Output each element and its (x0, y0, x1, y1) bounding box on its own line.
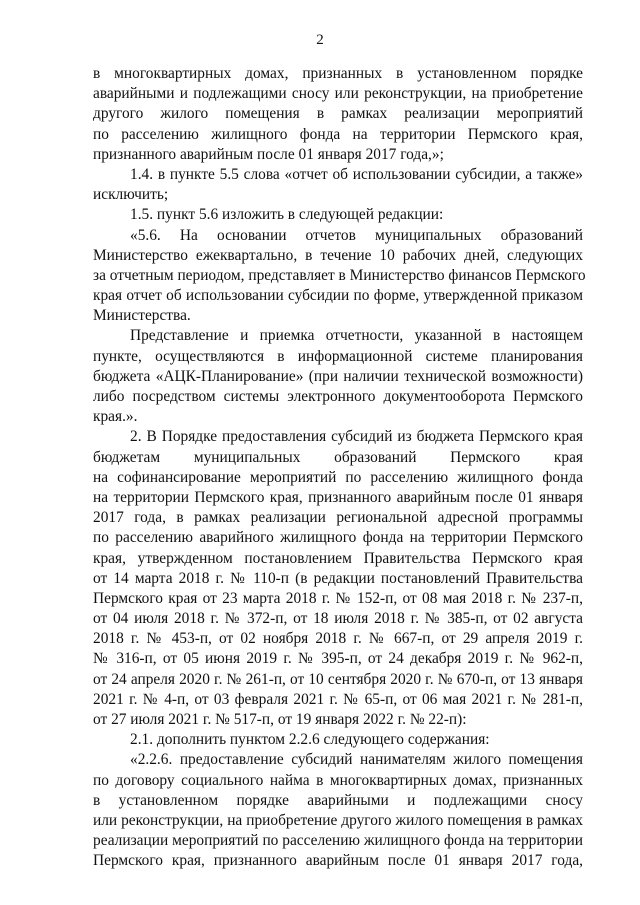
text-line: по расселению аварийного жилищного фонда на территории Пермского (93, 529, 583, 547)
text-line: «2.2.6. предоставление субсидий нанимателям жилого помещения (130, 751, 583, 769)
text-line: от 14 марта 2018 г. № 110-п (в редакции постановлений Правительства (93, 569, 583, 587)
text-line: края, утвержденном постановлением Правительства Пермского края (93, 549, 583, 567)
text-line: в многоквартирных домах, признанных в установленном порядке (93, 65, 583, 82)
text-line: Пермского края, признанного аварийным после 01 января 2017 года, (93, 852, 583, 870)
text-line: 2021 г. № 4-п, от 03 февраля 2021 г. № 65-п, от 06 мая 2021 г. № 281-п, (93, 690, 583, 708)
text-line: № 316-п, от 05 июня 2019 г. № 395-п, от 24 декабря 2019 г. № 962-п, (93, 650, 583, 668)
document-body (93, 64, 586, 872)
text-line: реализации мероприятий по расселению жилищного фонда на территории (93, 832, 583, 850)
text-line: Министерства. (93, 307, 191, 325)
text-line: от 04 июля 2018 г. № 372-п, от 18 июля 2018 г. № 385-п, от 02 августа (93, 610, 583, 628)
text-line: края.». (93, 408, 138, 426)
text-line: Представление и приемка отчетности, указанной в настоящем (130, 327, 583, 345)
text-line: 2. В Порядке предоставления субсидий из бюджета Пермского края (130, 428, 583, 446)
text-line: бюджета «АЦК-Планирование» (при наличии технической возможности) (93, 367, 583, 385)
text-line: в установленном порядке аварийными и подлежащими сносу (93, 791, 583, 809)
text-line: исключить; (93, 186, 169, 204)
text-line: от 27 июля 2021 г. № 517-п, от 19 января 2022 г. № 22-п): (93, 711, 467, 728)
text-line: пункте, осуществляются в информационной системе планирования (93, 347, 583, 365)
text-line: 2018 г. № 453-п, от 02 ноября 2018 г. № 667-п, от 29 апреля 2019 г. (93, 630, 583, 648)
text-line: 2.1. дополнить пунктом 2.2.6 следующего содержания: (130, 731, 490, 749)
text-line: 2017 года, в рамках реализации региональной адресной программы (93, 509, 583, 527)
text-line: за отчетным периодом, представляет в Министерство финансов Пермского (93, 266, 586, 284)
text-line: края отчет об использовании субсидии по форме, утвержденной приказом (93, 287, 583, 305)
text-line: Министерство ежеквартально, в течение 10 рабочих дней, следующих (93, 246, 583, 264)
text-line: по расселению жилищного фонда на территории Пермского края, (93, 125, 583, 143)
page-number: 2 (316, 32, 324, 48)
text-line: Пермского края от 23 марта 2018 г. № 152-п, от 08 мая 2018 г. № 237-п, (93, 589, 583, 607)
text-line: либо посредством системы электронного документооборота Пермского (93, 388, 583, 405)
text-line: по договору социального найма в многоквартирных домах, признанных (93, 771, 583, 789)
text-line: на территории Пермского края, признанного аварийным после 01 января (93, 488, 583, 506)
text-line: бюджетам муниципальных образований Пермского края (93, 448, 583, 466)
text-line: другого жилого помещения в рамках реализации мероприятий (93, 105, 583, 123)
text-line: или реконструкции, на приобретение другого жилого помещения в рамках (93, 811, 583, 829)
text-line: признанного аварийным после 01 января 2017 года,»; (93, 145, 444, 163)
text-line: «5.6. На основании отчетов муниципальных образований (130, 226, 583, 244)
text-line: на софинансирование мероприятий по расселению жилищного фонда (93, 468, 583, 486)
text-line: 1.5. пункт 5.6 изложить в следующей редакции: (130, 206, 444, 224)
text-line: аварийными и подлежащими сносу или реконструкции, на приобретение (93, 85, 583, 103)
text-line: 1.4. в пункте 5.5 слова «отчет об использовании субсидии, а также» (130, 165, 583, 183)
text-line: от 24 апреля 2020 г. № 261-п, от 10 сентября 2020 г. № 670-п, от 13 января (93, 670, 583, 688)
